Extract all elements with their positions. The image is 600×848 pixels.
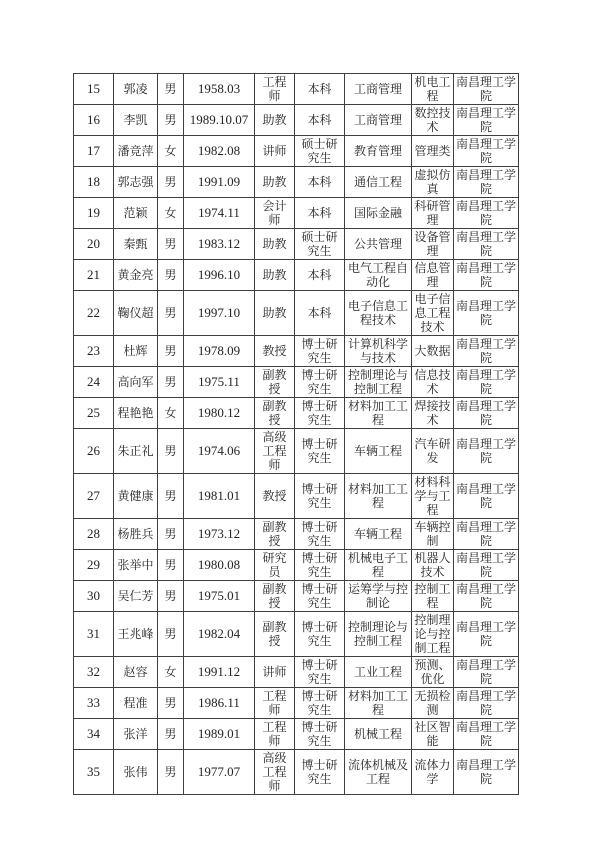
cell-name: 吴仁芳: [114, 581, 158, 612]
cell-birth-date: 1980.08: [184, 550, 255, 581]
cell-research-direction: 无损检测: [412, 688, 454, 719]
cell-institution: 南昌理工学院: [454, 105, 519, 136]
cell-gender: 女: [158, 657, 184, 688]
cell-birth-date: 1980.12: [184, 398, 255, 429]
cell-no: 31: [74, 612, 114, 657]
cell-major: 教育管理: [345, 136, 412, 167]
cell-title: 讲师: [255, 136, 295, 167]
cell-title: 研究员: [255, 550, 295, 581]
cell-name: 赵容: [114, 657, 158, 688]
cell-title: 工程师: [255, 719, 295, 750]
cell-name: 张洋: [114, 719, 158, 750]
cell-no: 27: [74, 474, 114, 519]
table-row: [74, 612, 519, 657]
cell-institution: 南昌理工学院: [454, 750, 519, 795]
cell-gender: 男: [158, 74, 184, 105]
table-row: [74, 581, 519, 612]
cell-birth-date: 1974.11: [184, 198, 255, 229]
table-row: [74, 136, 519, 167]
cell-major: 机械电子工程: [345, 550, 412, 581]
cell-education: 本科: [295, 167, 345, 198]
cell-birth-date: 1975.01: [184, 581, 255, 612]
cell-education: 本科: [295, 105, 345, 136]
cell-institution: 南昌理工学院: [454, 367, 519, 398]
cell-education: 本科: [295, 260, 345, 291]
cell-research-direction: 流体力学: [412, 750, 454, 795]
table-row: [74, 260, 519, 291]
cell-no: 19: [74, 198, 114, 229]
cell-title: 讲师: [255, 657, 295, 688]
cell-gender: 男: [158, 260, 184, 291]
cell-major: 计算机科学与技术: [345, 336, 412, 367]
cell-research-direction: 社区智能: [412, 719, 454, 750]
cell-institution: 南昌理工学院: [454, 474, 519, 519]
cell-institution: 南昌理工学院: [454, 398, 519, 429]
cell-education: 博士研究生: [295, 474, 345, 519]
cell-research-direction: 机电工程: [412, 74, 454, 105]
cell-institution: 南昌理工学院: [454, 136, 519, 167]
cell-institution: 南昌理工学院: [454, 719, 519, 750]
cell-birth-date: 1996.10: [184, 260, 255, 291]
table-row: [74, 657, 519, 688]
cell-institution: 南昌理工学院: [454, 336, 519, 367]
cell-gender: 女: [158, 398, 184, 429]
cell-institution: 南昌理工学院: [454, 229, 519, 260]
cell-education: 博士研究生: [295, 519, 345, 550]
cell-name: 范颖: [114, 198, 158, 229]
cell-research-direction: 信息管理: [412, 260, 454, 291]
cell-gender: 男: [158, 429, 184, 474]
cell-birth-date: 1983.12: [184, 229, 255, 260]
cell-no: 35: [74, 750, 114, 795]
cell-institution: 南昌理工学院: [454, 550, 519, 581]
cell-birth-date: 1978.09: [184, 336, 255, 367]
cell-no: 16: [74, 105, 114, 136]
cell-no: 23: [74, 336, 114, 367]
cell-name: 张伟: [114, 750, 158, 795]
cell-title: 教授: [255, 474, 295, 519]
table-row: [74, 719, 519, 750]
cell-research-direction: 材料科学与工程: [412, 474, 454, 519]
cell-name: 朱正礼: [114, 429, 158, 474]
table-row: [74, 74, 519, 105]
cell-institution: 南昌理工学院: [454, 260, 519, 291]
table-row: [74, 198, 519, 229]
cell-major: 机械工程: [345, 719, 412, 750]
cell-no: 15: [74, 74, 114, 105]
cell-research-direction: 车辆控制: [412, 519, 454, 550]
cell-name: 程准: [114, 688, 158, 719]
cell-birth-date: 1997.10: [184, 291, 255, 336]
cell-name: 程艳艳: [114, 398, 158, 429]
table-row: [74, 229, 519, 260]
cell-gender: 男: [158, 367, 184, 398]
cell-education: 本科: [295, 198, 345, 229]
cell-title: 高级工程师: [255, 429, 295, 474]
cell-education: 博士研究生: [295, 688, 345, 719]
cell-institution: 南昌理工学院: [454, 291, 519, 336]
cell-research-direction: 汽车研发: [412, 429, 454, 474]
cell-major: 国际金融: [345, 198, 412, 229]
cell-research-direction: 信息技术: [412, 367, 454, 398]
cell-name: 郭凌: [114, 74, 158, 105]
cell-no: 21: [74, 260, 114, 291]
cell-research-direction: 管理类: [412, 136, 454, 167]
cell-education: 博士研究生: [295, 550, 345, 581]
cell-gender: 男: [158, 167, 184, 198]
cell-education: 本科: [295, 291, 345, 336]
cell-gender: 男: [158, 105, 184, 136]
cell-major: 材料加工工程: [345, 474, 412, 519]
table-row: [74, 474, 519, 519]
cell-no: 24: [74, 367, 114, 398]
cell-no: 29: [74, 550, 114, 581]
cell-title: 助教: [255, 105, 295, 136]
cell-name: 杜辉: [114, 336, 158, 367]
cell-title: 副教授: [255, 612, 295, 657]
cell-no: 20: [74, 229, 114, 260]
cell-education: 博士研究生: [295, 581, 345, 612]
cell-no: 18: [74, 167, 114, 198]
cell-title: 助教: [255, 229, 295, 260]
cell-title: 副教授: [255, 581, 295, 612]
cell-institution: 南昌理工学院: [454, 519, 519, 550]
table-row: [74, 750, 519, 795]
table-row: [74, 367, 519, 398]
cell-birth-date: 1991.12: [184, 657, 255, 688]
cell-no: 25: [74, 398, 114, 429]
cell-education: 硕士研究生: [295, 229, 345, 260]
cell-research-direction: 虚拟仿真: [412, 167, 454, 198]
cell-education: 博士研究生: [295, 719, 345, 750]
table-row: [74, 291, 519, 336]
cell-major: 材料加工工程: [345, 688, 412, 719]
cell-birth-date: 1977.07: [184, 750, 255, 795]
cell-gender: 男: [158, 581, 184, 612]
cell-birth-date: 1958.03: [184, 74, 255, 105]
cell-birth-date: 1982.04: [184, 612, 255, 657]
cell-gender: 男: [158, 519, 184, 550]
cell-research-direction: 控制工程: [412, 581, 454, 612]
cell-major: 流体机械及工程: [345, 750, 412, 795]
cell-birth-date: 1975.11: [184, 367, 255, 398]
table-row: [74, 519, 519, 550]
cell-gender: 男: [158, 719, 184, 750]
cell-birth-date: 1973.12: [184, 519, 255, 550]
cell-institution: 南昌理工学院: [454, 688, 519, 719]
cell-gender: 男: [158, 550, 184, 581]
cell-research-direction: 控制理论与控制工程: [412, 612, 454, 657]
cell-research-direction: 焊接技术: [412, 398, 454, 429]
cell-birth-date: 1974.06: [184, 429, 255, 474]
cell-name: 黄金亮: [114, 260, 158, 291]
cell-gender: 男: [158, 336, 184, 367]
cell-major: 通信工程: [345, 167, 412, 198]
cell-education: 博士研究生: [295, 612, 345, 657]
cell-research-direction: 预测、优化: [412, 657, 454, 688]
table-body: [74, 74, 519, 795]
cell-name: 潘竞萍: [114, 136, 158, 167]
cell-research-direction: 科研管理: [412, 198, 454, 229]
cell-research-direction: 设备管理: [412, 229, 454, 260]
cell-title: 副教授: [255, 398, 295, 429]
cell-no: 32: [74, 657, 114, 688]
cell-birth-date: 1982.08: [184, 136, 255, 167]
cell-institution: 南昌理工学院: [454, 657, 519, 688]
cell-name: 王兆峰: [114, 612, 158, 657]
cell-gender: 男: [158, 688, 184, 719]
cell-title: 副教授: [255, 519, 295, 550]
cell-major: 电子信息工程技术: [345, 291, 412, 336]
table-row: [74, 688, 519, 719]
cell-gender: 男: [158, 474, 184, 519]
table-row: [74, 429, 519, 474]
cell-research-direction: 电子信息工程技术: [412, 291, 454, 336]
cell-name: 李凯: [114, 105, 158, 136]
cell-no: 30: [74, 581, 114, 612]
cell-major: 工业工程: [345, 657, 412, 688]
cell-major: 车辆工程: [345, 519, 412, 550]
table-row: [74, 336, 519, 367]
cell-no: 17: [74, 136, 114, 167]
table-row: [74, 398, 519, 429]
cell-major: 工商管理: [345, 74, 412, 105]
cell-no: 22: [74, 291, 114, 336]
cell-name: 杨胜兵: [114, 519, 158, 550]
cell-major: 运筹学与控制论: [345, 581, 412, 612]
cell-gender: 男: [158, 612, 184, 657]
cell-education: 本科: [295, 74, 345, 105]
cell-institution: 南昌理工学院: [454, 74, 519, 105]
cell-education: 博士研究生: [295, 398, 345, 429]
cell-education: 博士研究生: [295, 657, 345, 688]
cell-birth-date: 1991.09: [184, 167, 255, 198]
cell-gender: 女: [158, 136, 184, 167]
cell-name: 张举中: [114, 550, 158, 581]
cell-name: 郭志强: [114, 167, 158, 198]
cell-education: 博士研究生: [295, 336, 345, 367]
cell-institution: 南昌理工学院: [454, 581, 519, 612]
cell-major: 电气工程自动化: [345, 260, 412, 291]
cell-birth-date: 1981.01: [184, 474, 255, 519]
cell-institution: 南昌理工学院: [454, 167, 519, 198]
cell-no: 28: [74, 519, 114, 550]
table-row: [74, 105, 519, 136]
cell-title: 副教授: [255, 367, 295, 398]
cell-education: 博士研究生: [295, 367, 345, 398]
cell-title: 工程师: [255, 74, 295, 105]
cell-gender: 男: [158, 750, 184, 795]
cell-title: 高级工程师: [255, 750, 295, 795]
table-container: [73, 73, 518, 795]
cell-major: 车辆工程: [345, 429, 412, 474]
cell-education: 硕士研究生: [295, 136, 345, 167]
cell-birth-date: 1989.01: [184, 719, 255, 750]
cell-no: 26: [74, 429, 114, 474]
cell-research-direction: 大数据: [412, 336, 454, 367]
cell-gender: 男: [158, 291, 184, 336]
cell-major: 工商管理: [345, 105, 412, 136]
cell-research-direction: 机器人技术: [412, 550, 454, 581]
cell-name: 秦甄: [114, 229, 158, 260]
cell-no: 34: [74, 719, 114, 750]
cell-birth-date: 1989.10.07: [184, 105, 255, 136]
cell-major: 控制理论与控制工程: [345, 367, 412, 398]
cell-institution: 南昌理工学院: [454, 612, 519, 657]
cell-major: 材料加工工程: [345, 398, 412, 429]
cell-major: 控制理论与控制工程: [345, 612, 412, 657]
cell-title: 教授: [255, 336, 295, 367]
cell-gender: 男: [158, 229, 184, 260]
cell-title: 工程师: [255, 688, 295, 719]
cell-birth-date: 1986.11: [184, 688, 255, 719]
cell-major: 公共管理: [345, 229, 412, 260]
cell-name: 黄健康: [114, 474, 158, 519]
cell-name: 高向军: [114, 367, 158, 398]
cell-education: 博士研究生: [295, 750, 345, 795]
cell-no: 33: [74, 688, 114, 719]
cell-gender: 女: [158, 198, 184, 229]
cell-education: 博士研究生: [295, 429, 345, 474]
cell-title: 助教: [255, 167, 295, 198]
cell-title: 会计师: [255, 198, 295, 229]
cell-name: 鞠仪超: [114, 291, 158, 336]
cell-research-direction: 数控技术: [412, 105, 454, 136]
cell-institution: 南昌理工学院: [454, 429, 519, 474]
table-row: [74, 167, 519, 198]
cell-title: 助教: [255, 291, 295, 336]
faculty-roster-table: [73, 73, 519, 795]
cell-title: 助教: [255, 260, 295, 291]
cell-institution: 南昌理工学院: [454, 198, 519, 229]
table-row: [74, 550, 519, 581]
